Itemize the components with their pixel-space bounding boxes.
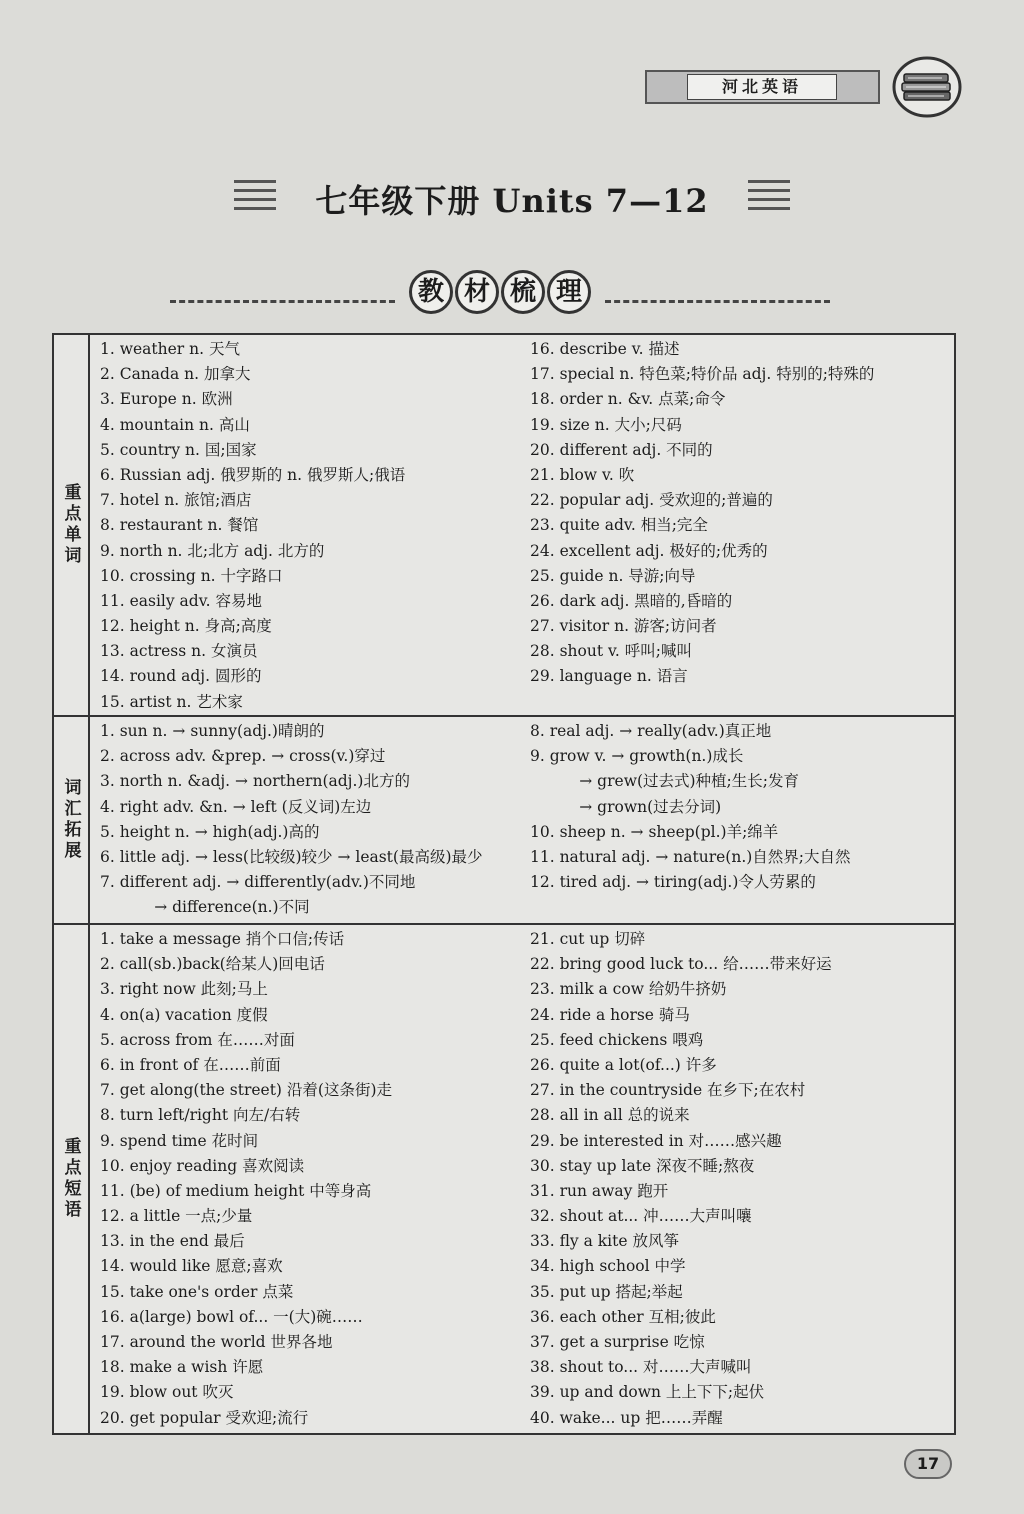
column-right bbox=[530, 719, 950, 895]
list-item: 14. round adj. 圆形的 bbox=[100, 667, 262, 686]
list-item: 7. hotel n. 旅馆;酒店 bbox=[100, 491, 252, 510]
section-label: 重点单词 bbox=[60, 483, 81, 567]
banner-dash-right bbox=[605, 300, 830, 303]
list-item: 20. different adj. 不同的 bbox=[530, 440, 713, 459]
banner-title bbox=[400, 270, 600, 316]
list-item: 6. in front of 在……前面 bbox=[100, 1055, 281, 1074]
list-item: 9. north n. 北;北方 adj. 北方的 bbox=[100, 541, 325, 560]
list-item: 23. quite adv. 相当;完全 bbox=[530, 516, 708, 535]
list-item: 13. actress n. 女演员 bbox=[100, 642, 258, 661]
list-item: 9. grow v. → growth(n.)成长 bbox=[530, 747, 744, 766]
list-item: 38. shout to... 对……大声喊叫 bbox=[530, 1358, 752, 1377]
list-item: 13. in the end 最后 bbox=[100, 1232, 245, 1251]
list-item: 5. across from 在……对面 bbox=[100, 1030, 295, 1049]
section-key-phrases bbox=[54, 925, 954, 1433]
list-item: 29. language n. 语言 bbox=[530, 667, 688, 686]
list-item: 10. enjoy reading 喜欢阅读 bbox=[100, 1156, 305, 1175]
list-item: 2. across adv. &prep. → cross(v.)穿过 bbox=[100, 747, 386, 766]
section-key-words bbox=[54, 335, 954, 717]
list-item: 37. get a surprise 吃惊 bbox=[530, 1333, 705, 1351]
banner-char: 材 bbox=[455, 270, 499, 314]
list-item: 27. visitor n. 游客;访问者 bbox=[530, 617, 717, 636]
vocabulary-table bbox=[52, 333, 956, 1435]
list-item: 25. feed chickens 喂鸡 bbox=[530, 1030, 704, 1049]
list-item: 26. dark adj. 黑暗的,昏暗的 bbox=[530, 591, 733, 610]
list-item: 8. restaurant n. 餐馆 bbox=[100, 516, 259, 535]
column-left bbox=[100, 927, 520, 1431]
banner-dash-left bbox=[170, 300, 395, 303]
list-item: 27. in the countryside 在乡下;在农村 bbox=[530, 1081, 806, 1100]
list-item: 29. be interested in 对……感兴趣 bbox=[530, 1131, 782, 1150]
list-item: 31. run away 跑开 bbox=[530, 1181, 669, 1200]
list-item: 26. quite a lot(of...) 许多 bbox=[530, 1055, 717, 1074]
list-item: 3. Europe n. 欧洲 bbox=[100, 390, 233, 409]
list-item: 40. wake... up 把……弄醒 bbox=[530, 1408, 723, 1427]
list-item: 2. Canada n. 加拿大 bbox=[100, 365, 251, 384]
list-item: 19. size n. 大小;尺码 bbox=[530, 415, 682, 434]
list-item: → grew(过去式)种植;生长;发育 bbox=[530, 772, 799, 791]
book-stack-icon bbox=[892, 56, 962, 118]
section-banner bbox=[170, 270, 830, 316]
list-item: 19. blow out 吹灭 bbox=[100, 1383, 234, 1402]
list-item: 15. artist n. 艺术家 bbox=[100, 692, 243, 711]
list-item: 14. would like 愿意;喜欢 bbox=[100, 1257, 283, 1276]
list-item: 16. a(large) bowl of... 一(大)碗…… bbox=[100, 1307, 363, 1326]
list-item: 12. height n. 身高;高度 bbox=[100, 617, 272, 636]
list-item: → difference(n.)不同 bbox=[100, 898, 310, 917]
list-item: 17. around the world 世界各地 bbox=[100, 1333, 333, 1351]
list-item: 16. describe v. 描述 bbox=[530, 340, 680, 358]
list-item: 39. up and down 上上下下;起伏 bbox=[530, 1383, 765, 1402]
list-item: 36. each other 互相;彼此 bbox=[530, 1307, 716, 1326]
header-tag bbox=[645, 70, 880, 104]
list-item: 2. call(sb.)back(给某人)回电话 bbox=[100, 955, 325, 974]
list-item: 23. milk a cow 给奶牛挤奶 bbox=[530, 980, 727, 999]
list-item: 35. put up 搭起;举起 bbox=[530, 1282, 683, 1301]
banner-char: 教 bbox=[409, 270, 453, 314]
list-item: 22. popular adj. 受欢迎的;普遍的 bbox=[530, 491, 773, 510]
list-item: 11. (be) of medium height 中等身高 bbox=[100, 1181, 372, 1200]
list-item: 20. get popular 受欢迎;流行 bbox=[100, 1408, 309, 1427]
page-title: 七年级下册 Units 7—12 bbox=[315, 182, 709, 220]
list-item: 10. sheep n. → sheep(pl.)羊;绵羊 bbox=[530, 822, 779, 841]
list-item: 11. easily adv. 容易地 bbox=[100, 591, 262, 610]
banner-char: 梳 bbox=[501, 270, 545, 314]
section-vocabulary-expansion bbox=[54, 717, 954, 925]
list-item: 28. shout v. 呼叫;喊叫 bbox=[530, 642, 692, 661]
list-item: 12. a little 一点;少量 bbox=[100, 1207, 253, 1226]
list-item: 6. little adj. → less(比较级)较少 → least(最高级)最少 bbox=[100, 847, 483, 866]
list-item: 34. high school 中学 bbox=[530, 1257, 686, 1276]
list-item: 18. make a wish 许愿 bbox=[100, 1358, 264, 1377]
column-right bbox=[530, 927, 950, 1431]
list-item: 24. ride a horse 骑马 bbox=[530, 1005, 690, 1024]
list-item: 3. north n. &adj. → northern(adj.)北方的 bbox=[100, 772, 410, 791]
list-item: 21. cut up 切碎 bbox=[530, 930, 646, 948]
list-item: 4. right adv. &n. → left (反义词)左边 bbox=[100, 797, 372, 816]
list-item: 28. all in all 总的说来 bbox=[530, 1106, 690, 1125]
list-item: 25. guide n. 导游;向导 bbox=[530, 566, 696, 585]
list-item: 12. tired adj. → tiring(adj.)令人劳累的 bbox=[530, 873, 816, 892]
list-item: 33. fly a kite 放风筝 bbox=[530, 1232, 679, 1251]
column-left bbox=[100, 719, 520, 921]
list-item: 8. real adj. → really(adv.)真正地 bbox=[530, 722, 772, 740]
section-label: 重点短语 bbox=[60, 1137, 81, 1221]
list-item: 6. Russian adj. 俄罗斯的 n. 俄罗斯人;俄语 bbox=[100, 465, 406, 484]
list-item: 5. country n. 国;国家 bbox=[100, 440, 257, 459]
list-item: 1. take a message 捎个口信;传话 bbox=[100, 930, 345, 948]
list-item: 9. spend time 花时间 bbox=[100, 1131, 259, 1150]
list-item: 4. on(a) vacation 度假 bbox=[100, 1005, 268, 1024]
list-item: 5. height n. → high(adj.)高的 bbox=[100, 822, 320, 841]
list-item: 22. bring good luck to... 给……带来好运 bbox=[530, 955, 832, 974]
list-item: 11. natural adj. → nature(n.)自然界;大自然 bbox=[530, 847, 851, 866]
list-item: 8. turn left/right 向左/右转 bbox=[100, 1106, 301, 1125]
list-item: 18. order n. &v. 点菜;命令 bbox=[530, 390, 726, 409]
list-item: 32. shout at... 冲……大声叫嚷 bbox=[530, 1207, 752, 1226]
list-item: 1. weather n. 天气 bbox=[100, 340, 240, 358]
list-item: 15. take one's order 点菜 bbox=[100, 1282, 294, 1301]
column-left bbox=[100, 337, 520, 715]
list-item: 21. blow v. 吹 bbox=[530, 465, 635, 484]
column-right bbox=[530, 337, 950, 690]
list-item: 7. different adj. → differently(adv.)不同地 bbox=[100, 873, 416, 892]
list-item: 10. crossing n. 十字路口 bbox=[100, 566, 283, 585]
page-number: 17 bbox=[904, 1449, 952, 1479]
list-item: → grown(过去分词) bbox=[530, 797, 722, 816]
list-item: 3. right now 此刻;马上 bbox=[100, 980, 268, 999]
banner-char: 理 bbox=[547, 270, 591, 314]
list-item: 30. stay up late 深夜不睡;熬夜 bbox=[530, 1156, 755, 1175]
header-label: 河北英语 bbox=[687, 74, 837, 100]
list-item: 4. mountain n. 高山 bbox=[100, 415, 250, 434]
list-item: 1. sun n. → sunny(adj.)晴朗的 bbox=[100, 722, 325, 740]
section-label: 词汇拓展 bbox=[60, 778, 81, 862]
list-item: 17. special n. 特色菜;特价品 adj. 特别的;特殊的 bbox=[530, 365, 875, 384]
list-item: 24. excellent adj. 极好的;优秀的 bbox=[530, 541, 768, 560]
list-item: 7. get along(the street) 沿着(这条街)走 bbox=[100, 1081, 392, 1100]
